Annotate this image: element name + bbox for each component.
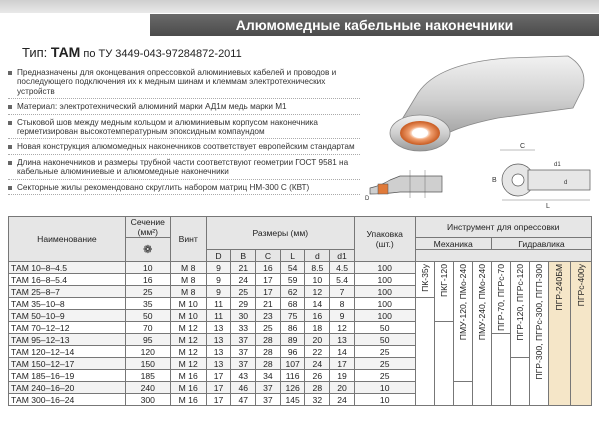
cell-dim: 28 <box>305 382 330 394</box>
cell-dim: 37 <box>231 334 256 346</box>
col-mech: Механика <box>415 238 491 250</box>
tool-mech-2: ПКГ-120 <box>434 262 453 322</box>
cell-section: 10 <box>125 262 170 274</box>
label-b: B <box>492 177 497 184</box>
cell-dim: 28 <box>256 358 281 370</box>
feature-list <box>8 68 360 198</box>
cell-name: ТАМ 70–12–12 <box>9 322 126 334</box>
cell-dim: 28 <box>256 346 281 358</box>
cell-dim: 17 <box>330 358 355 370</box>
cell-dim: 37 <box>256 382 281 394</box>
cell-pack: 10 <box>354 394 415 406</box>
col-tool: Инструмент для опрессовки <box>415 217 591 238</box>
cell-stud: М 12 <box>170 334 206 346</box>
cell-stud: М 16 <box>170 370 206 382</box>
strand-icon: ❁ <box>125 238 170 262</box>
cell-dim: 8 <box>330 298 355 310</box>
tool-hyd-2: ПГР-120, ПГРс-120 <box>511 262 530 358</box>
cell-dim: 33 <box>231 322 256 334</box>
cell-dim: 62 <box>280 286 305 298</box>
cell-dim: 54 <box>280 262 305 274</box>
cell-dim: 21 <box>256 298 281 310</box>
cell-stud: М 12 <box>170 346 206 358</box>
col-dim-l: L <box>280 250 305 262</box>
label-d1: d1 <box>554 162 561 168</box>
cell-dim: 14 <box>330 346 355 358</box>
cell-dim: 37 <box>231 358 256 370</box>
cell-pack: 25 <box>354 358 415 370</box>
feature-item: Предназначены для оконцевания опрессовкой алюминиевых кабелей и проводов и последующего подключения их к медным шинам и клеммам электротехнических устройств <box>8 68 360 99</box>
cell-dim: 18 <box>305 322 330 334</box>
cell-stud: М 12 <box>170 358 206 370</box>
col-dim-d: d <box>305 250 330 262</box>
cell-stud: М 10 <box>170 310 206 322</box>
page-title: Алюмомедные кабельные наконечники <box>150 14 599 36</box>
feature-item: Новая конструкция алюмомедных наконечников соответствует европейским стандартам <box>8 142 360 154</box>
cell-dim: 13 <box>330 334 355 346</box>
col-hydro: Гидравлика <box>491 238 591 250</box>
cell-dim: 17 <box>206 394 231 406</box>
cell-pack: 100 <box>354 298 415 310</box>
cell-pack: 50 <box>354 322 415 334</box>
cell-dim: 96 <box>280 346 305 358</box>
cell-dim: 17 <box>256 274 281 286</box>
feature-item: Длина наконечников и размеры трубной части соответствуют геометрии ГОСТ 9581 на кабельные алюминиевые и алюмомедные наконечники <box>8 158 360 180</box>
cell-dim: 10 <box>305 274 330 286</box>
cell-dim: 7 <box>330 286 355 298</box>
cell-section: 25 <box>125 286 170 298</box>
tool-hyd-1: ПГР-70, ПГРс-70 <box>491 262 510 334</box>
tool-hyd-4: ПГР-240БМ <box>549 262 570 406</box>
cell-section: 185 <box>125 370 170 382</box>
col-dims: Размеры (мм) <box>206 217 354 250</box>
top-bar <box>0 0 599 13</box>
cell-dim: 24 <box>231 274 256 286</box>
cell-dim: 25 <box>231 286 256 298</box>
tool-blank <box>491 334 510 406</box>
col-name: Наименование <box>9 217 126 262</box>
cell-name: ТАМ 16–8–5.4 <box>9 274 126 286</box>
cell-dim: 34 <box>256 370 281 382</box>
cell-name: ТАМ 300–16–24 <box>9 394 126 406</box>
cell-stud: М 16 <box>170 382 206 394</box>
cell-dim: 9 <box>206 262 231 274</box>
cell-stud: М 8 <box>170 262 206 274</box>
cell-dim: 14 <box>305 298 330 310</box>
tool-blank <box>453 382 472 406</box>
cell-name: ТАМ 35–10–8 <box>9 298 126 310</box>
tool-hyd-3: ПГР-300, ПГРс-300, ПГП-300 <box>530 262 549 406</box>
cell-dim: 28 <box>256 334 281 346</box>
cell-section: 95 <box>125 334 170 346</box>
cell-dim: 4.5 <box>330 262 355 274</box>
cell-stud: М 12 <box>170 322 206 334</box>
cell-dim: 12 <box>330 322 355 334</box>
top-view-drawing <box>492 143 590 210</box>
cell-dim: 13 <box>206 322 231 334</box>
cell-dim: 68 <box>280 298 305 310</box>
cell-name: ТАМ 50–10–9 <box>9 310 126 322</box>
cell-section: 70 <box>125 322 170 334</box>
cell-dim: 9 <box>206 286 231 298</box>
label-d: d <box>564 180 568 186</box>
cell-dim: 13 <box>206 358 231 370</box>
cell-pack: 100 <box>354 286 415 298</box>
cell-dim: 16 <box>305 310 330 322</box>
cell-name: ТАМ 150–12–17 <box>9 358 126 370</box>
cell-dim: 17 <box>206 370 231 382</box>
cell-pack: 10 <box>354 382 415 394</box>
spec-table <box>8 216 592 406</box>
cell-pack: 50 <box>354 334 415 346</box>
dimension-drawings <box>360 140 595 210</box>
cell-dim: 37 <box>256 394 281 406</box>
cell-dim: 16 <box>256 262 281 274</box>
cell-name: ТАМ 120–12–14 <box>9 346 126 358</box>
cell-name: ТАМ 10–8–4.5 <box>9 262 126 274</box>
feature-item: Секторные жилы рекомендовано скруглить набором матриц НМ-300 С (КВТ) <box>8 183 360 195</box>
cell-dim: 23 <box>256 310 281 322</box>
cell-pack: 25 <box>354 370 415 382</box>
col-section: Сечение (мм²) <box>125 217 170 238</box>
cell-pack: 100 <box>354 274 415 286</box>
tool-mech-1: ПК-35у <box>415 262 434 298</box>
cell-dim: 59 <box>280 274 305 286</box>
cell-dim: 89 <box>280 334 305 346</box>
col-dim-d-big: D <box>206 250 231 262</box>
cell-dim: 25 <box>256 322 281 334</box>
cell-stud: М 8 <box>170 286 206 298</box>
tool-mech-3: ПМУ-120, ПМо-240 <box>453 262 472 382</box>
cell-section: 50 <box>125 310 170 322</box>
cell-dim: 9 <box>206 274 231 286</box>
cell-section: 35 <box>125 298 170 310</box>
cell-dim: 11 <box>206 310 231 322</box>
cell-dim: 11 <box>206 298 231 310</box>
cell-dim: 32 <box>305 394 330 406</box>
cell-stud: М 8 <box>170 274 206 286</box>
cell-name: ТАМ 25–8–7 <box>9 286 126 298</box>
type-name: ТАМ <box>50 44 81 60</box>
cell-dim: 126 <box>280 382 305 394</box>
cell-stud: М 10 <box>170 298 206 310</box>
tool-hyd-5: ПГРс-400у <box>570 262 591 406</box>
tool-mech-4: ПМУ-240, ПМо-240 <box>472 262 491 406</box>
cell-section: 240 <box>125 382 170 394</box>
table-row <box>9 262 592 274</box>
col-dim-b: B <box>231 250 256 262</box>
cell-dim: 22 <box>305 346 330 358</box>
cell-dim: 9 <box>330 310 355 322</box>
cell-dim: 19 <box>330 370 355 382</box>
cell-pack: 100 <box>354 262 415 274</box>
table-row <box>9 334 592 346</box>
cell-pack: 100 <box>354 310 415 322</box>
cell-name: ТАМ 185–16–19 <box>9 370 126 382</box>
cell-dim: 20 <box>330 382 355 394</box>
cell-dim: 86 <box>280 322 305 334</box>
cell-dim: 24 <box>305 358 330 370</box>
col-dim-c: C <box>256 250 281 262</box>
cell-pack: 25 <box>354 346 415 358</box>
tool-blank <box>511 358 530 406</box>
cell-dim: 43 <box>231 370 256 382</box>
feature-item: Материал: электротехнический алюминий марки АД1м медь марки М1 <box>8 102 360 114</box>
side-view-drawing <box>365 170 442 202</box>
cell-dim: 30 <box>231 310 256 322</box>
label-c: C <box>520 143 526 150</box>
cell-dim: 47 <box>231 394 256 406</box>
cell-dim: 24 <box>330 394 355 406</box>
cell-section: 120 <box>125 346 170 358</box>
type-prefix: Тип: <box>22 45 51 60</box>
col-dim-d1: d1 <box>330 250 355 262</box>
cell-dim: 12 <box>305 286 330 298</box>
cell-name: ТАМ 95–12–13 <box>9 334 126 346</box>
type-standard: по ТУ 3449-043-97284872-2011 <box>80 48 242 60</box>
label-l: L <box>546 203 550 210</box>
cell-dim: 46 <box>231 382 256 394</box>
tool-blank <box>434 322 453 406</box>
cell-dim: 75 <box>280 310 305 322</box>
col-pack: Упаковка (шт.) <box>354 217 415 262</box>
cell-section: 16 <box>125 274 170 286</box>
col-stud: Винт <box>170 217 206 262</box>
label-d-small: D <box>365 196 370 202</box>
cell-section: 150 <box>125 358 170 370</box>
tool-blank <box>415 298 434 406</box>
cell-dim: 8.5 <box>305 262 330 274</box>
cell-stud: М 16 <box>170 394 206 406</box>
cell-dim: 17 <box>206 382 231 394</box>
cell-dim: 13 <box>206 346 231 358</box>
cell-dim: 13 <box>206 334 231 346</box>
cell-dim: 26 <box>305 370 330 382</box>
cell-dim: 107 <box>280 358 305 370</box>
feature-item: Стыковой шов между медным кольцом и алюминиевым корпусом наконечника герметизирован высокотемпературным эпоксидным компаундом <box>8 118 360 140</box>
cell-name: ТАМ 240–16–20 <box>9 382 126 394</box>
type-line <box>22 44 242 60</box>
cell-dim: 21 <box>231 262 256 274</box>
cell-dim: 5.4 <box>330 274 355 286</box>
cell-dim: 116 <box>280 370 305 382</box>
cell-dim: 145 <box>280 394 305 406</box>
cell-section: 300 <box>125 394 170 406</box>
cell-dim: 17 <box>256 286 281 298</box>
cell-dim: 37 <box>231 346 256 358</box>
cell-dim: 29 <box>231 298 256 310</box>
cell-dim: 20 <box>305 334 330 346</box>
